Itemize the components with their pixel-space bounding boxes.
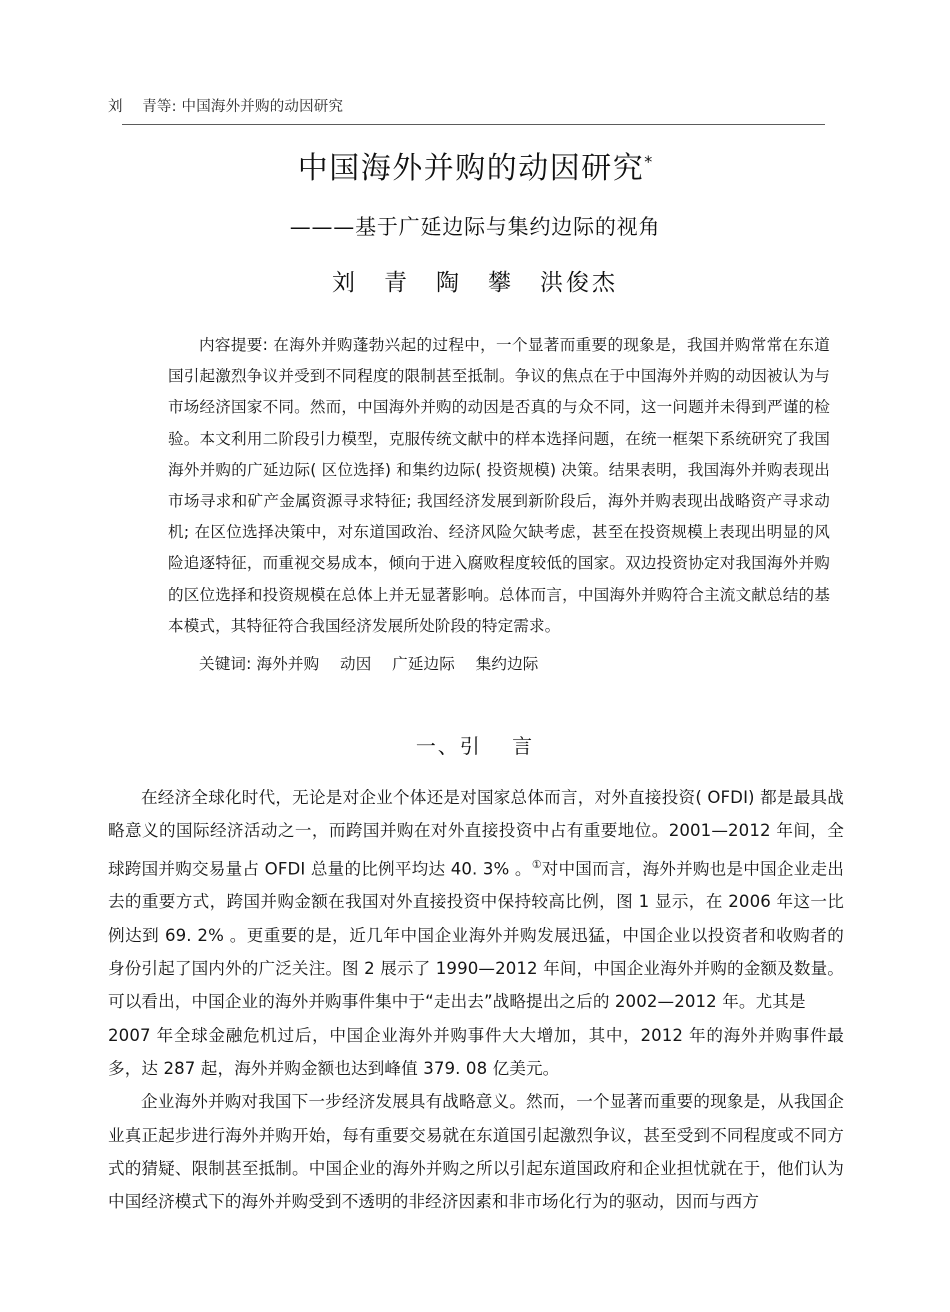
- body-paragraph-1-part-1: 在经济全球化时代，无论是对企业个体还是对国家总体而言，对外直接投资( OFDI) 都是最具战略意义的国际经济活动之一，而跨国并购在对外直接投资中占有重要地位。2001—2012 年间，全球跨国并购交易量占 OFDI 总量的比例平均达 40. 3% 。: [108, 788, 844, 879]
- page-subtitle: ———基于广延边际与集约边际的视角: [289, 214, 661, 239]
- title-text: 中国海外并购的动因研究: [297, 151, 645, 186]
- body-paragraph-3: 企业海外并购对我国下一步经济发展具有战略意义。然而，一个显著而重要的现象是，从我国企业真正起步进行海外并购开始，每有重要交易就在东道国引起激烈争议，甚至受到不同程度或不同方式的猜疑、限制甚至抵制。中国企业的海外并购之所以引起东道国政府和企业担忧就在于，他们认为中国经济模式下的海外并购受到不透明的非经济因素和非市场化行为的驱动，因而与西方: [108, 1092, 844, 1212]
- abstract-text: 内容提要: 在海外并购蓬勃兴起的过程中，一个显著而重要的现象是，我国并购常常在东道国引起激烈争议并受到不同程度的限制甚至抵制。争议的焦点在于中国海外并购的动因被认为与市场经济国家不同。然而，中国海外并购的动因是否真的与众不同，这一问题并未得到严谨的检验。本文利用二阶段引力模型，克服传统文献中的样本选择问题，在统一框架下系统研究了我国海外并购的广延边际( 区位选择) 和集约边际( 投资规模) 决策。结果表明，我国海外并购表现出市场寻求和矿产金属资源寻求特征; 我国经济发展到新阶段后，海外并购表现出战略资产寻求动机; 在区位选择决策中，对东道国政治、经济风险欠缺考虑，甚至在投资规模上表现出明显的风险追逐特征，而重视交易成本，倾向于进入腐败程度较低的国家。双边投资协定对我国海外并购的区位选择和投资规模在总体上并无显著影响。总体而言，中国海外并购符合主流文献总结的基本模式，其特征符合我国经济发展所处阶段的特定需求。: [168, 336, 830, 635]
- title-footnote-marker: *: [644, 152, 653, 171]
- footnote-marker-1: ①: [531, 857, 542, 871]
- keywords-line: 关键词: 海外并购 动因 广延边际 集约边际: [199, 655, 539, 674]
- author-list: 刘 青 陶 攀 洪俊杰: [332, 269, 618, 296]
- running-header: 刘 青等: 中国海外并购的动因研究: [108, 99, 344, 115]
- page-title: [0, 150, 950, 188]
- body-paragraph-1: [108, 781, 844, 1019]
- section-heading-introduction: 一、引 言: [415, 734, 535, 758]
- body-paragraph-2: 2007 年全球金融危机过后，中国企业海外并购事件大大增加，其中，2012 年的海外并购事件最多，达 287 起，海外并购金额也达到峰值 379. 08 亿美元。: [108, 1025, 844, 1078]
- body-paragraph-1-part-2: 对中国而言，海外并购也是中国企业走出去的重要方式，跨国并购金额在我国对外直接投资中保持较高比例，图 1 显示，在 2006 年这一比例达到 69. 2% 。更重要的是，近几年中国企业海外并购发展迅猛，中国企业以投资者和收购者的身份引起了国内外的广泛关注。图 2 展示了 1990—2012 年间，中国企业海外并购的金额及数量。可以看出，中国企业的海外并购事件集中于“走出去”战略提出之后的 2002—2012 年。尤其是: [108, 859, 844, 1012]
- header-divider-rule: [122, 124, 825, 125]
- title-block: [0, 150, 950, 299]
- abstract-block: [168, 330, 830, 680]
- body-content: [108, 781, 844, 1218]
